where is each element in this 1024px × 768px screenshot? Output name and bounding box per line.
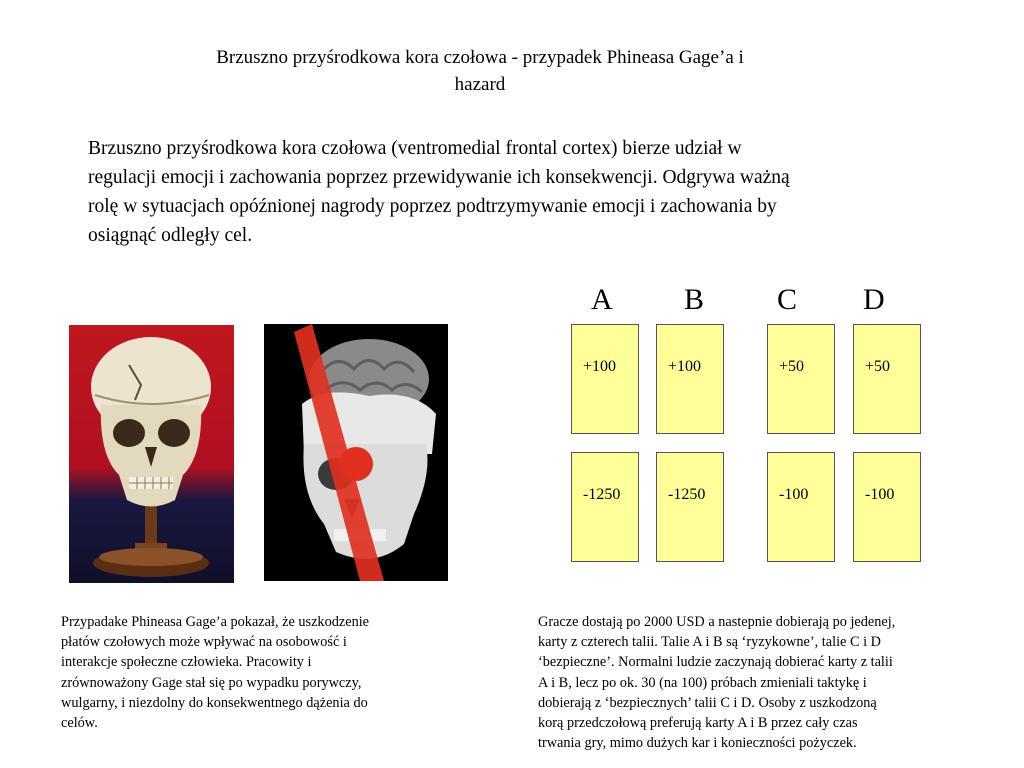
deck-c-loss-card: -100 xyxy=(767,452,835,562)
deck-c-gain-card: +50 xyxy=(767,324,835,434)
intro-line-3: rolę w sytuacjach opóźnionej nagrody poprzez podtrzymywanie emocji i zachowania by xyxy=(88,196,777,217)
caption-right-line-2: karty z czterech talii. Talie A i B są ‘ryzykowne’, talie C i D xyxy=(538,634,881,651)
caption-left-line-4: zrównoważony Gage stał się po wypadku porywczy, xyxy=(61,674,362,691)
skull-3d-reconstruction-photo xyxy=(264,324,448,581)
deck-d-loss-card: -100 xyxy=(853,452,921,562)
caption-left-line-1: Przypadake Phineasa Gage’a pokazał, że uszkodzenie xyxy=(61,614,370,630)
caption-left-line-3: interakcje społeczne człowieka. Pracowity i xyxy=(61,654,312,671)
deck-b-letter: B xyxy=(684,283,705,316)
skull-reconstruction-illustration xyxy=(264,324,448,581)
intro-line-1: Brzuszno przyśrodkowa kora czołowa (ventromedial frontal cortex) bierze udział w xyxy=(88,138,742,159)
deck-a-gain-card: +100 xyxy=(571,324,639,434)
intro-line-4: osiągnąć odległy cel. xyxy=(88,225,253,246)
deck-a-letter: A xyxy=(591,283,613,316)
slide-title xyxy=(150,44,810,98)
caption-right-line-7: trwania gry, mimo dużych kar i konieczności pożyczek. xyxy=(538,735,857,752)
deck-b-gain-card: +100 xyxy=(656,324,724,434)
caption-right-line-5: dobierają z ‘bezpiecznych’ talii C i D. Osoby z uszkodzoną xyxy=(538,694,877,711)
skull-photo-illustration xyxy=(69,325,234,583)
caption-right-line-6: korą przedczołową preferują karty A i B przez cały czas xyxy=(538,715,858,732)
title-line-2: hazard xyxy=(454,74,506,95)
caption-right-line-3: ‘bezpieczne’. Normalni ludzie zaczynają dobierać karty z talii xyxy=(538,654,893,671)
gage-case-caption xyxy=(61,612,441,733)
deck-c-letter: C xyxy=(777,283,798,316)
skull-on-stand-photo xyxy=(69,325,234,583)
gambling-task-caption xyxy=(538,612,978,753)
caption-left-line-6: celów. xyxy=(61,715,98,732)
caption-left-line-2: płatów czołowych może wpływać na osobowość i xyxy=(61,634,347,651)
caption-right-line-1: Gracze dostają po 2000 USD a nastepnie dobierają po jedenej, xyxy=(538,614,896,630)
caption-right-line-4: A i B, lecz po ok. 30 (na 100) próbach zmieniali taktykę i xyxy=(538,674,867,691)
deck-d-gain-card: +50 xyxy=(853,324,921,434)
title-line-1: Brzuszno przyśrodkowa kora czołowa - przypadek Phineasa Gage’a i xyxy=(216,47,744,68)
intro-line-2: regulacji emocji i zachowania poprzez przewidywanie ich konsekwencji. Odgrywa ważną xyxy=(88,167,790,188)
intro-paragraph xyxy=(88,134,938,250)
caption-left-line-5: wulgarny, i niezdolny do konsekwentnego dążenia do xyxy=(61,694,368,711)
deck-d-letter: D xyxy=(863,283,885,316)
deck-b-loss-card: -1250 xyxy=(656,452,724,562)
deck-a-loss-card: -1250 xyxy=(571,452,639,562)
